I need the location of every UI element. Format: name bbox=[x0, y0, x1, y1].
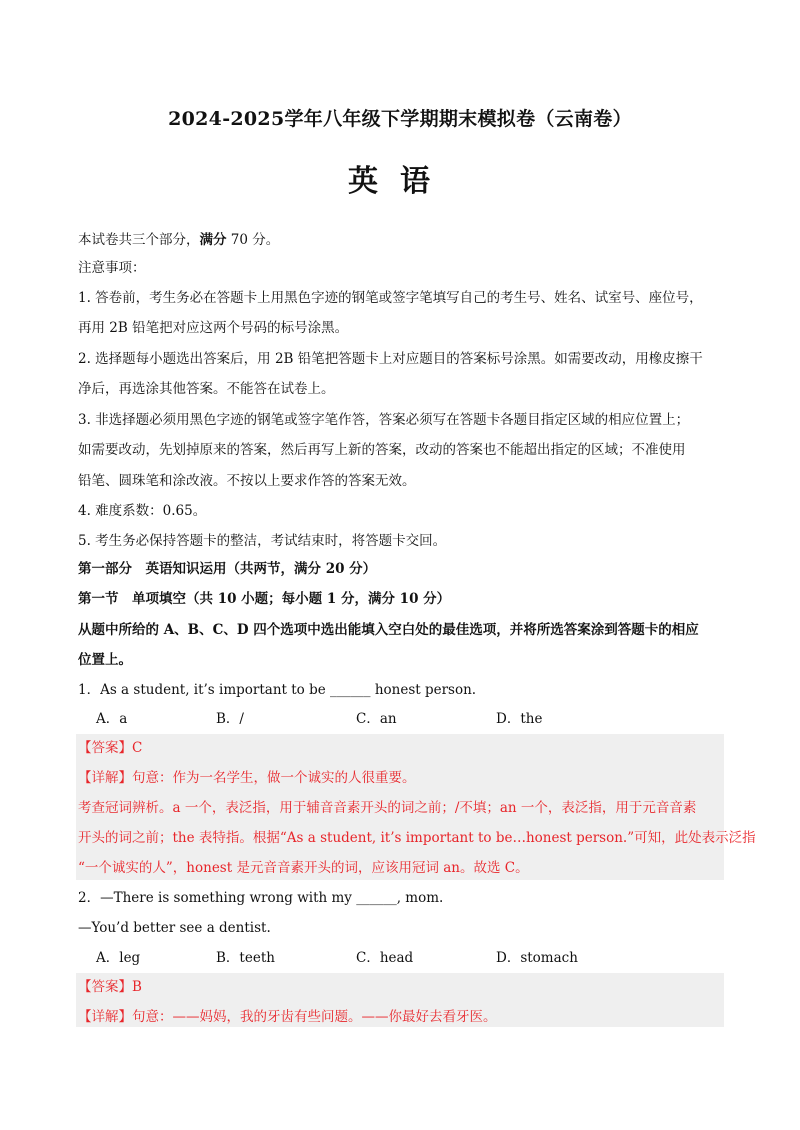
explanation-line: 考查冠词辨析。a 一个，表泛指，用于辅音音素开头的词之前；/不填；an 一个，表泛指，用于元音音素 bbox=[78, 800, 697, 816]
option-c: C．head bbox=[356, 950, 414, 966]
note-line: 2. 选择题每小题选出答案后，用 2B 铅笔把答题卡上对应题目的答案标号涂黑。如需要改动，用橡皮擦干 bbox=[78, 351, 703, 367]
question-stem: 2．—There is something wrong with my ______, mom. bbox=[78, 890, 444, 906]
option-a: A．leg bbox=[96, 950, 141, 966]
note-line: 4. 难度系数：0.65。 bbox=[78, 503, 207, 519]
question-stem-reply: —You’d better see a dentist. bbox=[78, 920, 271, 936]
option-d: D．stomach bbox=[496, 950, 578, 966]
option-d: D．the bbox=[496, 711, 543, 727]
section-heading: 第一节 单项填空（共 10 小题；每小题 1 分，满分 10 分） bbox=[78, 591, 451, 607]
subject-heading: 英语 bbox=[348, 164, 452, 199]
question-stem: 1．As a student, it’s important to be ______ honest person. bbox=[78, 682, 477, 698]
part-heading: 第一部分 英语知识运用（共两节，满分 20 分） bbox=[78, 561, 377, 577]
answer-label: 【答案】B bbox=[78, 979, 142, 995]
explanation-line: “一个诚实的人”，honest 是元音音素开头的词，应该用冠词 an。故选 C。 bbox=[78, 860, 529, 876]
notes-heading: 注意事项： bbox=[78, 260, 146, 276]
note-line: 3. 非选择题必须用黑色字迹的钢笔或签字笔作答，答案必须写在答题卡各题目指定区域的相应位置上； bbox=[78, 412, 690, 428]
note-line: 如需要改动，先划掉原来的答案，然后再写上新的答案，改动的答案也不能超出指定的区域；不准使用 bbox=[78, 442, 686, 458]
explanation-line: 【详解】句意：作为一名学生，做一个诚实的人很重要。 bbox=[78, 770, 416, 786]
option-a: A．a bbox=[96, 711, 128, 727]
note-line: 铅笔、圆珠笔和涂改液。不按以上要求作答的答案无效。 bbox=[78, 473, 416, 489]
score-info: 本试卷共三个部分，满分 70 分。 bbox=[78, 232, 280, 248]
instruction-line: 从题中所给的 A、B、C、D 四个选项中选出能填入空白处的最佳选项，并将所选答案涂到答题卡的相应 bbox=[78, 622, 699, 638]
option-b: B．/ bbox=[216, 711, 244, 727]
note-line: 1. 答卷前，考生务必在答题卡上用黑色字迹的钢笔或签字笔填写自己的考生号、姓名、试室号、座位号， bbox=[78, 290, 703, 306]
note-line: 再用 2B 铅笔把对应这两个号码的标号涂黑。 bbox=[78, 320, 349, 336]
explanation-line: 【详解】句意：——妈妈，我的牙齿有些问题。——你最好去看牙医。 bbox=[78, 1009, 497, 1025]
option-c: C．an bbox=[356, 711, 397, 727]
note-line: 净后，再选涂其他答案。不能答在试卷上。 bbox=[78, 381, 335, 397]
answer-label: 【答案】C bbox=[78, 740, 143, 756]
instruction-line: 位置上。 bbox=[78, 652, 132, 668]
explanation-line: 开头的词之前；the 表特指。根据“As a student, it’s important to be…honest person.”可知，此处表示泛指 bbox=[78, 830, 756, 846]
note-line: 5. 考生务必保持答题卡的整洁，考试结束时，将答题卡交回。 bbox=[78, 533, 447, 549]
option-b: B．teeth bbox=[216, 950, 275, 966]
exam-title: 2024-2025学年八年级下学期期末模拟卷（云南卷） bbox=[168, 108, 632, 130]
